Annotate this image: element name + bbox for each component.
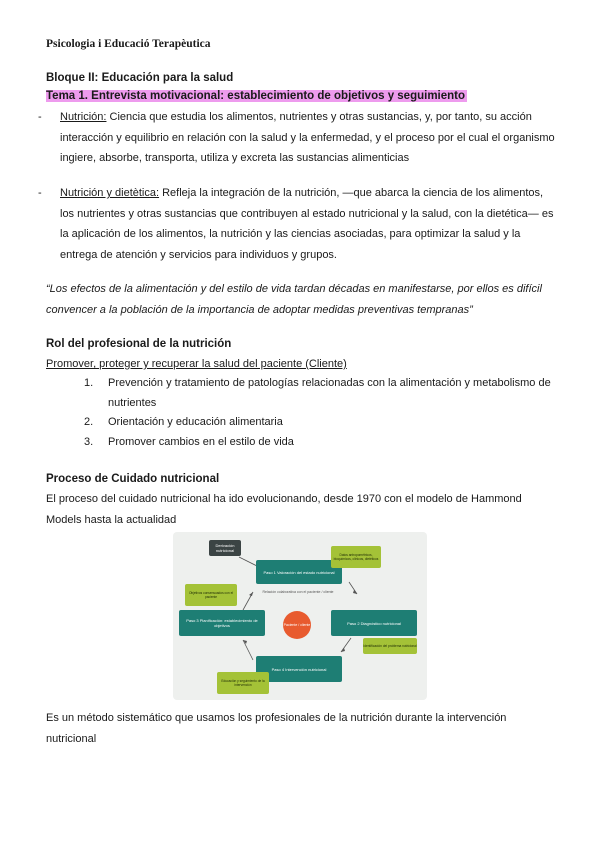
closing-paragraph: Es un método sistemático que usamos los profesionales de la nutrición durante la intervención nutricional <box>46 712 507 745</box>
proceso-paragraph: El proceso del cuidado nutricional ha ido evolucionando, desde 1970 con el modelo de Hammond Models hasta la actualidad <box>46 493 522 526</box>
patient-circle: Paciente / cliente <box>283 611 311 639</box>
note-box: Objetivos consensuados con el paciente <box>185 584 237 606</box>
definition-nutricion <box>60 107 558 169</box>
tema-title: Tema 1. Entrevista motivacional: establecimiento de objetivos y seguimiento <box>46 90 466 102</box>
note-box: Educación y seguimiento de la intervención <box>217 672 269 694</box>
step4-box: Paso 4 Intervención nutricional <box>256 656 342 682</box>
list-item: 1. Prevención y tratamiento de patologías relacionadas con la alimentación y metabolismo de nutrientes <box>84 377 551 409</box>
definition-line: Nutrición: Ciencia que estudia los alimentos, nutrientes y otras sustancias, y, por tanto, su acción <box>60 111 532 123</box>
nutrition-care-process-diagram <box>173 532 427 700</box>
block-title: Bloque II: Educación para la salud <box>46 72 234 84</box>
rol-list <box>84 374 559 452</box>
quote-block: “Los efectos de la alimentación y del estilo de vida tardan décadas en manifestarse, por ellos es difícil convencer a la población de la importancia de adoptar medidas preventivas tempranas” <box>46 283 542 316</box>
rol-subtitle: Promover, proteger y recuperar la salud del paciente (Cliente) <box>46 358 347 370</box>
bullet-dash: - <box>38 111 42 123</box>
center-note: Relación colaborativa con el paciente / cliente <box>262 590 334 594</box>
note-box: Identificación del problema nutricional <box>363 638 417 654</box>
course-header: Psicologia i Educació Terapèutica <box>46 38 211 50</box>
step2-box: Paso 2 Diagnóstico nutricional <box>331 610 417 636</box>
proceso-heading: Proceso de Cuidado nutricional <box>46 473 220 485</box>
definition-term: Nutrición y dietètica: <box>60 187 160 199</box>
note-box: Datos antropométricos, bioquímicos, clínicos, dietéticos <box>331 546 381 568</box>
definition-line: interacción y equilibrio en relación con la salud y la enfermedad, y el proceso por el cual el organismo <box>60 131 555 144</box>
definition-line: ingiere, absorbe, transporta, utiliza y excreta las sustancias alimenticias <box>60 152 410 164</box>
definition-line: entrega de atención y servicios para individuos y grupos. <box>60 248 337 261</box>
step1-box: Paso 1 Valoración del estado nutricional <box>256 560 342 584</box>
arrow <box>349 582 357 594</box>
definition-nutricion-dietetica <box>60 183 558 265</box>
bullet-dash: - <box>38 187 42 199</box>
definition-term: Nutrición: <box>60 111 107 123</box>
arrow <box>243 640 253 660</box>
definition-line: los nutrientes y otras sustancias que contribuyen al estado nutricional y la salud, con la dietética— es <box>60 207 554 220</box>
definition-line: Nutrición y dietètica: Refleja la integración de la nutrición, —que abarca la ciencia de los alimentos, <box>60 187 544 199</box>
definition-line: la aplicación de los alimentos, la nutrición y las ciencias asociadas, para optimizar la salud y la <box>60 228 521 240</box>
step3-box: Paso 3 Planificación: establecimiento de objetivos <box>179 610 265 636</box>
start-box: Derivación nutricional <box>209 540 241 556</box>
arrow <box>341 638 351 652</box>
rol-heading: Rol del profesional de la nutrición <box>46 338 232 350</box>
list-item: 3. Promover cambios en el estilo de vida <box>84 435 294 448</box>
arrowhead <box>249 592 253 596</box>
list-item: 2. Orientación y educación alimentaria <box>84 416 283 428</box>
